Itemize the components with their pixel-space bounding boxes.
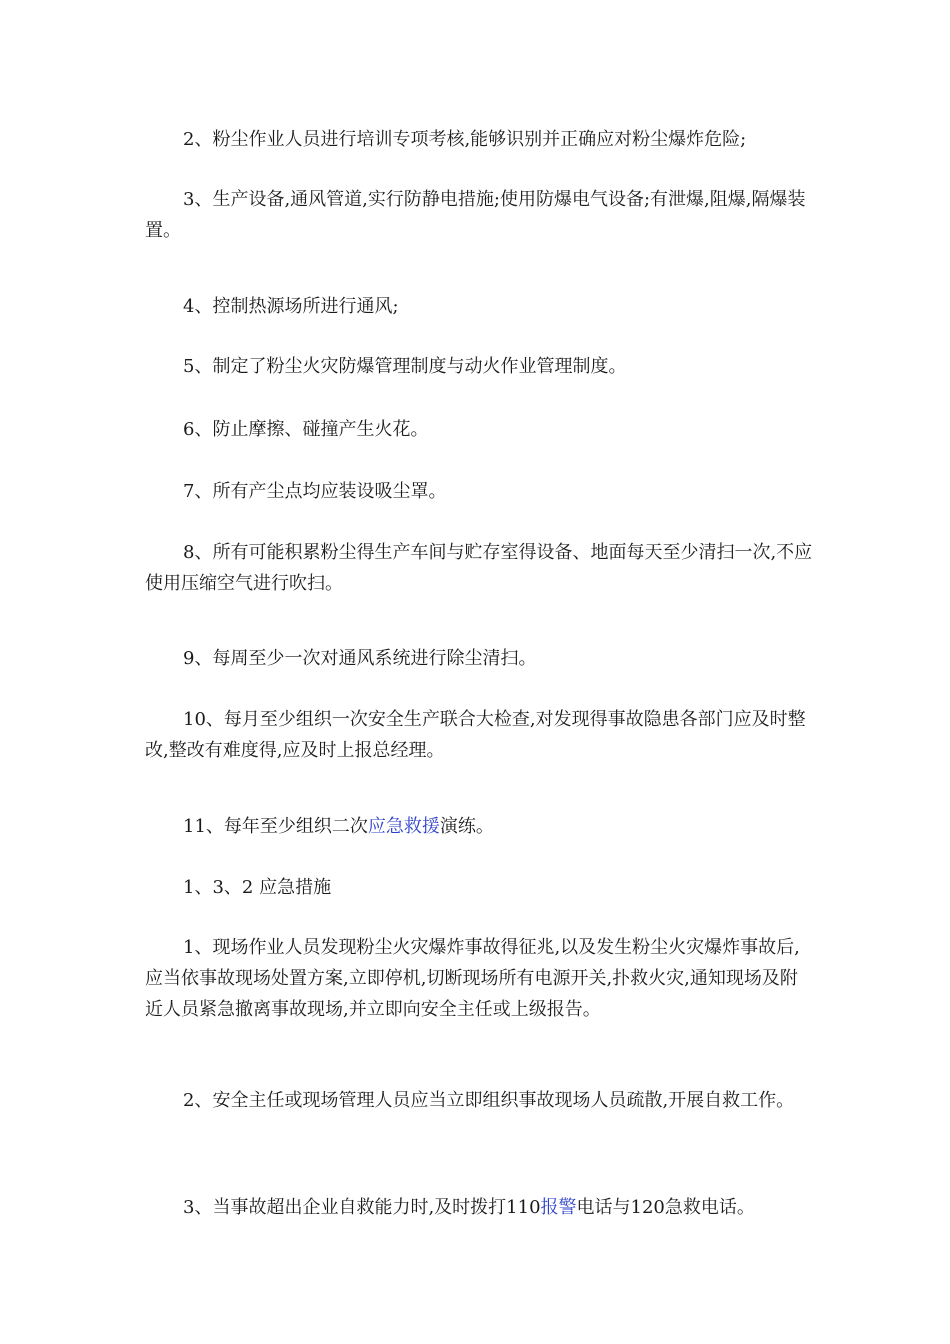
paragraph-10-text-after: 演练。 bbox=[439, 816, 494, 837]
paragraph-10 bbox=[145, 811, 815, 842]
emergency-rescue-link[interactable]: 应急救援 bbox=[367, 816, 440, 837]
paragraph-8: 9、每周至少一次对通风系统进行除尘清扫。 bbox=[183, 648, 537, 669]
paragraph-10-text-before: 11、每年至少组织二次 bbox=[183, 816, 368, 837]
paragraph-14 bbox=[145, 1192, 815, 1223]
section-heading: 1、3、2 应急措施 bbox=[183, 877, 332, 898]
paragraph-4: 5、制定了粉尘火灾防爆管理制度与动火作业管理制度。 bbox=[183, 356, 627, 377]
paragraph-9: 10、每月至少组织一次安全生产联合大检查,对发现得事故隐患各部门应及时整改,整改有难度得,应及时上报总经理。 bbox=[145, 709, 806, 761]
alarm-link[interactable]: 报警 bbox=[540, 1197, 577, 1218]
paragraph-14-text-before: 3、当事故超出企业自救能力时,及时拨打110 bbox=[183, 1197, 541, 1218]
paragraph-12: 1、现场作业人员发现粉尘火灾爆炸事故得征兆,以及发生粉尘火灾爆炸事故后,应当依事故现场处置方案,立即停机,切断现场所有电源开关,扑救火灾,通知现场及附近人员紧急撤离事故现场,并立即向安全主任或上级报告。 bbox=[145, 937, 800, 1020]
paragraph-3: 4、控制热源场所进行通风; bbox=[183, 296, 399, 317]
paragraph-13: 2、安全主任或现场管理人员应当立即组织事故现场人员疏散,开展自救工作。 bbox=[183, 1090, 795, 1111]
paragraph-5: 6、防止摩擦、碰撞产生火花。 bbox=[183, 419, 429, 440]
paragraph-6: 7、所有产尘点均应装设吸尘罩。 bbox=[183, 481, 447, 502]
paragraph-2: 3、生产设备,通风管道,实行防静电措施;使用防爆电气设备;有泄爆,阻爆,隔爆装置。 bbox=[145, 189, 806, 241]
paragraph-1: 2、粉尘作业人员进行培训专项考核,能够识别并正确应对粉尘爆炸危险; bbox=[183, 129, 747, 150]
paragraph-14-text-after: 电话与120急救电话。 bbox=[576, 1197, 755, 1218]
paragraph-7: 8、所有可能积累粉尘得生产车间与贮存室得设备、地面每天至少清扫一次,不应使用压缩空气进行吹扫。 bbox=[145, 542, 813, 594]
